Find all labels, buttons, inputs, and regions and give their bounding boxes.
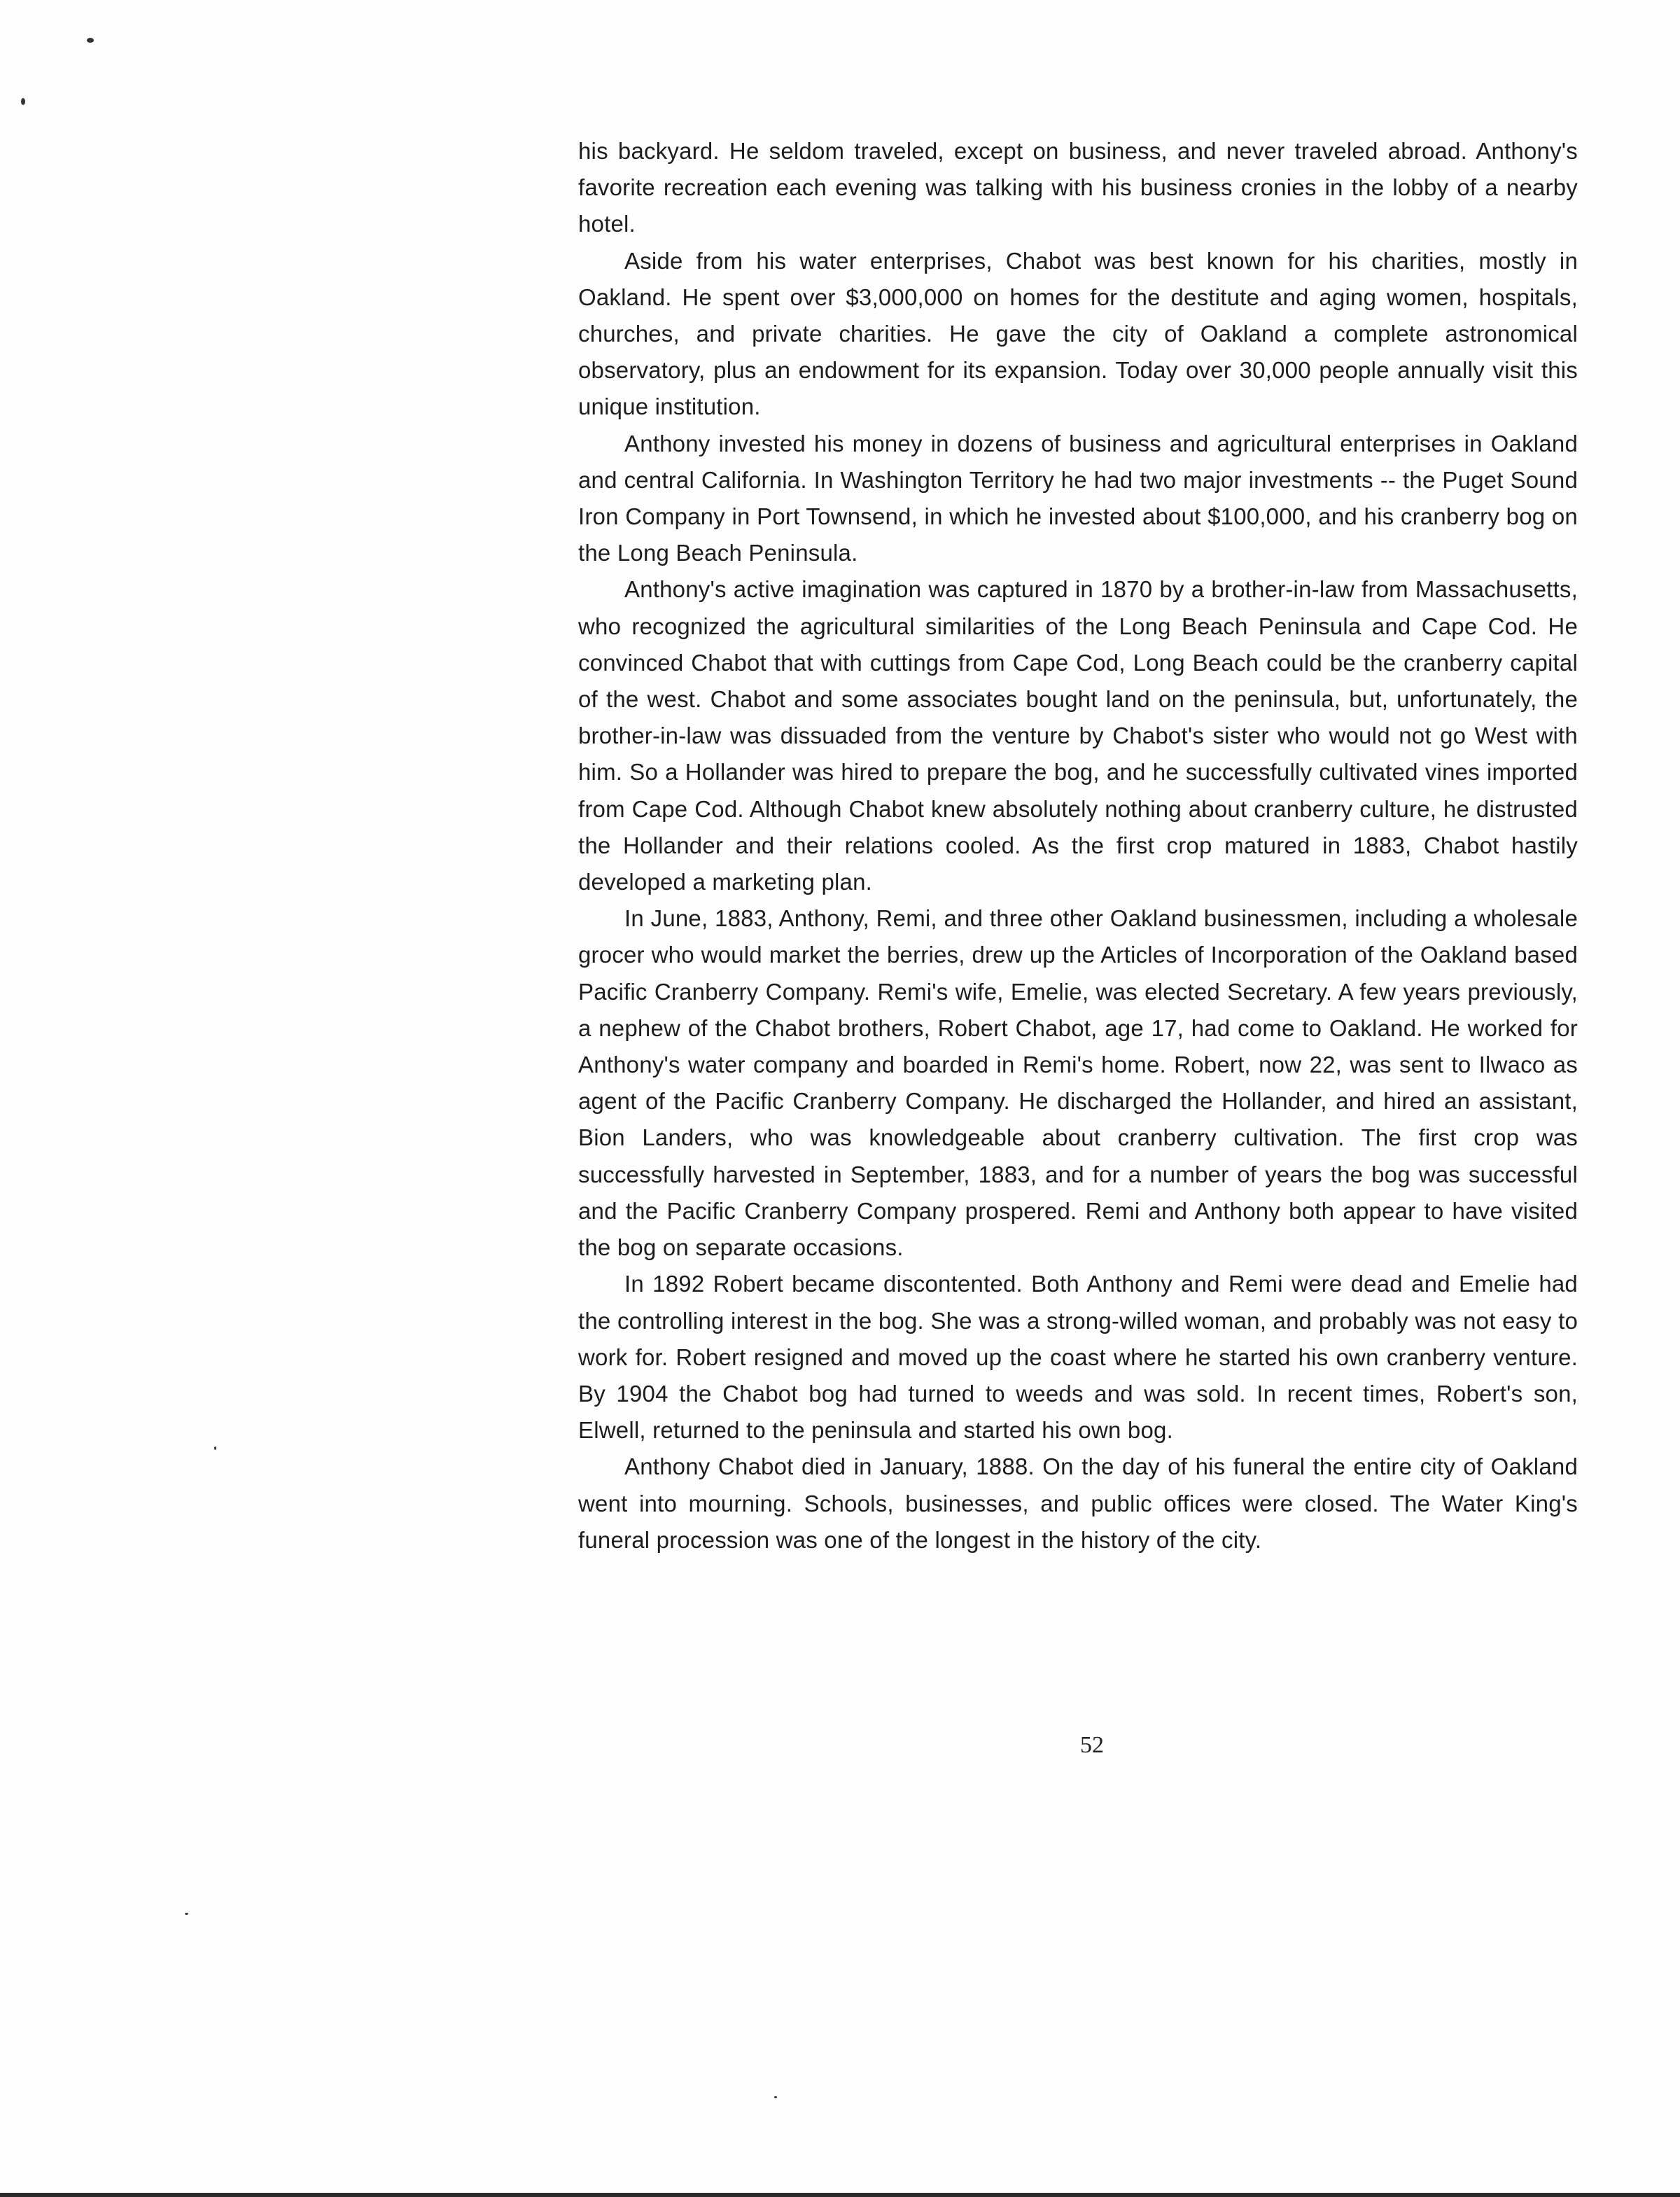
paragraph: In June, 1883, Anthony, Remi, and three other Oakland businessmen, including a wholesale grocer who would market the berries, drew up the Articles of Incorporation of the Oakland based Pacific Cranberry Company. Remi's wife, Emelie, was elected Secretary. A few years previously, a nephew of the Chabot brothers, Robert Chabot, age 17, had come to Oakland. He worked for Anthony's water company and boarded in Remi's home. Robert, now 22, was sent to Ilwaco as agent of the Pacific Cranberry Company. He discharged the Hollander, and hired an assistant, Bion Landers, who was knowledgeable about cranberry cultivation. The first crop was successfully harvested in September, 1883, and for a number of years the bog was successful and the Pacific Cranberry Company prospered. Remi and Anthony both appear to have visited the bog on separate occasions. xyxy=(578,905,1578,1261)
paragraph: In 1892 Robert became discontented. Both Anthony and Remi were dead and Emelie had the controlling interest in the bog. She was a strong-willed woman, and probably was not easy to work for. Robert resigned and moved up the coast where he started his own cranberry venture. By 1904 the Chabot bog had turned to weeds and was sold. In recent times, Robert's son, Elwell, returned to the peninsula and started his own bog. xyxy=(578,1271,1578,1444)
paragraph: Anthony Chabot died in January, 1888. On the day of his funeral the entire city of Oakland went into mourning. Schools, businesses, and public offices were closed. The Water King's funeral procession was one of the longest in the history of the city. xyxy=(578,1453,1578,1553)
scan-speck xyxy=(87,38,94,43)
paragraph: Aside from his water enterprises, Chabot was best known for his charities, mostly in Oakland. He spent over $3,000,000 on homes for the destitute and aging women, hospitals, churches, and private charities. He gave the city of Oakland a complete astronomical observatory, plus an endowment for its expansion. Today over 30,000 people annually visit this unique institution. xyxy=(578,247,1578,420)
scan-speck xyxy=(214,1446,216,1450)
scan-speck xyxy=(774,2096,777,2098)
scan-bottom-edge xyxy=(0,2193,1680,2197)
page-number: 52 xyxy=(1080,1732,1104,1758)
scan-speck xyxy=(185,1913,188,1915)
paragraph: Anthony's active imagination was captured in 1870 by a brother-in-law from Massachusetts, who recognized the agricultural similarities of the Long Beach Peninsula and Cape Cod. He convinced Chabot that with cuttings from Cape Cod, Long Beach could be the cranberry capital of the west. Chabot and some associates bought land on the peninsula, but, unfortunately, the brother-in-law was dissuaded from the venture by Chabot's sister who would not go West with him. So a Hollander was hired to prepare the bog, and he successfully cultivated vines imported from Cape Cod. Although Chabot knew absolutely nothing about cranberry culture, he distrusted the Hollander and their relations cooled. As the first crop matured in 1883, Chabot hastily developed a marketing plan. xyxy=(578,576,1578,895)
paragraph: Anthony invested his money in dozens of business and agricultural enterprises in Oakland and central California. In Washington Territory he had two major investments -- the Puget Sound Iron Company in Port Townsend, in which he invested about $100,000, and his cranberry bog on the Long Beach Peninsula. xyxy=(578,430,1578,566)
scan-speck xyxy=(21,98,25,105)
paragraph: his backyard. He seldom traveled, except on business, and never traveled abroad. Anthony's favorite recreation each evening was talking with his business cronies in the lobby of a nearby hotel. xyxy=(578,138,1578,237)
body-text xyxy=(578,133,1578,1558)
